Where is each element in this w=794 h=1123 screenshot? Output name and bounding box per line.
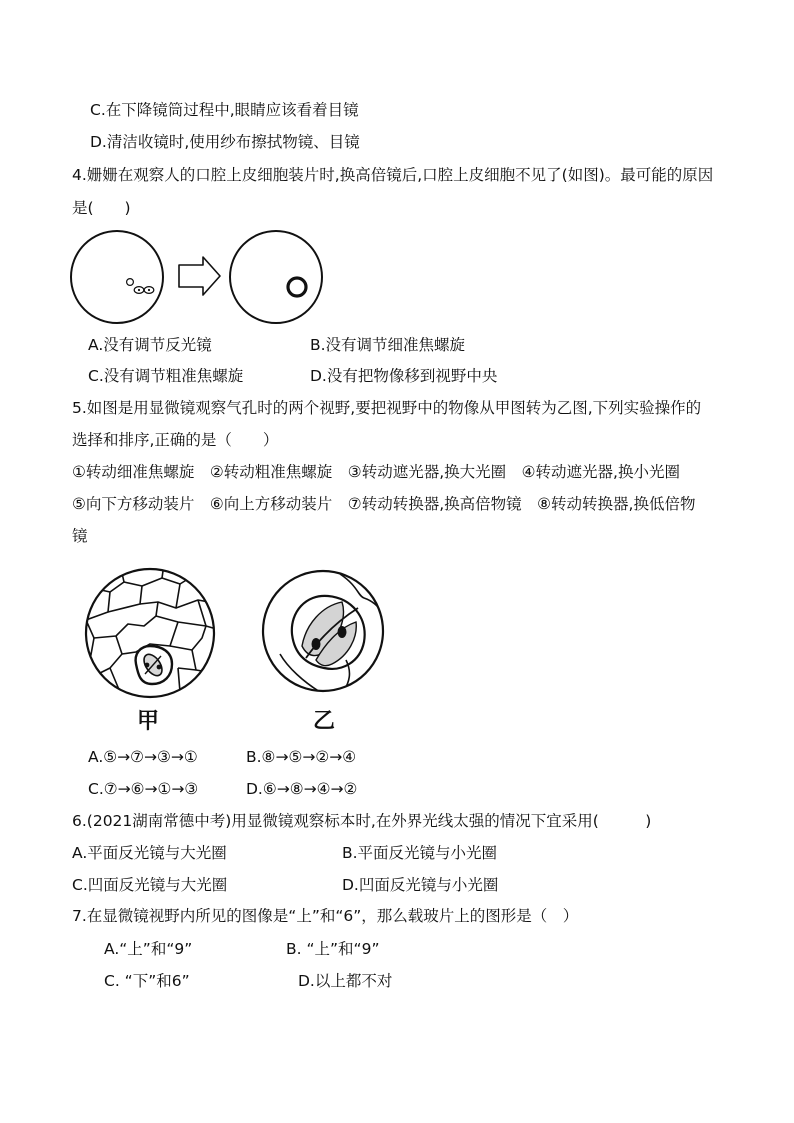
- q5-option-b: B.⑧→⑤→②→④: [246, 748, 357, 766]
- q3-option-d: D.清洁收镜时,使用纱布擦拭物镜、目镜: [90, 133, 360, 151]
- q4-option-a: A.没有调节反光镜: [88, 336, 212, 354]
- q4-figure: [70, 228, 330, 328]
- q5-stem-line2: 选择和排序,正确的是（ ）: [72, 431, 279, 449]
- q4-option-d: D.没有把物像移到视野中央: [310, 367, 498, 385]
- q5-option-a: A.⑤→⑦→③→①: [88, 748, 198, 766]
- q7-option-d: D.以上都不对: [298, 972, 393, 990]
- q6-option-a: A.平面反光镜与大光圈: [72, 844, 227, 862]
- q5-figure: [80, 564, 400, 704]
- q5-option-d: D.⑥→⑧→④→②: [246, 780, 358, 798]
- q5-label-yi: 乙: [313, 709, 336, 734]
- q5-steps-line2: ⑤向下方移动装片 ⑥向上方移动装片 ⑦转动转换器,换高倍物镜 ⑧转动转换器,换低倍物: [72, 495, 696, 513]
- q5-steps-line1: ①转动细准焦螺旋 ②转动粗准焦螺旋 ③转动遮光器,换大光圈 ④转动遮光器,换小光圈: [72, 463, 680, 481]
- q4-stem-line2: 是( ): [72, 199, 131, 217]
- q6-option-d: D.凹面反光镜与小光圈: [342, 876, 499, 894]
- q4-field-before: [71, 231, 163, 323]
- q5-option-c: C.⑦→⑥→①→③: [88, 780, 199, 798]
- q5-steps-line3: 镜: [72, 527, 88, 545]
- q6-option-c: C.凹面反光镜与大光圈: [72, 876, 228, 894]
- q4-field-after: [230, 231, 322, 323]
- q7-option-c: C. “下”和6”: [104, 972, 190, 990]
- q3-option-c: C.在下降镜筒过程中,眼睛应该看着目镜: [90, 101, 359, 119]
- q7-option-b: B. “上”和“9”: [286, 940, 380, 958]
- q5-label-jia: 甲: [137, 709, 160, 734]
- right-arrow-icon: [179, 257, 220, 295]
- q6-option-b: B.平面反光镜与小光圈: [342, 844, 498, 862]
- q7-option-a: A.“上”和“9”: [104, 940, 193, 958]
- q6-stem: 6.(2021湖南常德中考)用显微镜观察标本时,在外界光线太强的情况下宜采用( ): [72, 812, 652, 830]
- q4-stem-line1: 4.姗姗在观察人的口腔上皮细胞装片时,换高倍镜后,口腔上皮细胞不见了(如图)。最可能的原因: [72, 166, 714, 184]
- q5-stoma-large: [292, 596, 365, 669]
- q5-field-jia: [80, 564, 220, 704]
- q7-stem: 7.在显微镜视野内所见的图像是“上”和“6”，那么载玻片上的图形是（ ）: [72, 907, 579, 925]
- q5-field-yi: [263, 571, 386, 694]
- q5-stem-line1: 5.如图是用显微镜观察气孔时的两个视野,要把视野中的物像从甲图转为乙图,下列实验操作的: [72, 399, 702, 417]
- q5-stoma-small: [136, 646, 172, 684]
- q4-option-c: C.没有调节粗准焦螺旋: [88, 367, 244, 385]
- q4-option-b: B.没有调节细准焦螺旋: [310, 336, 466, 354]
